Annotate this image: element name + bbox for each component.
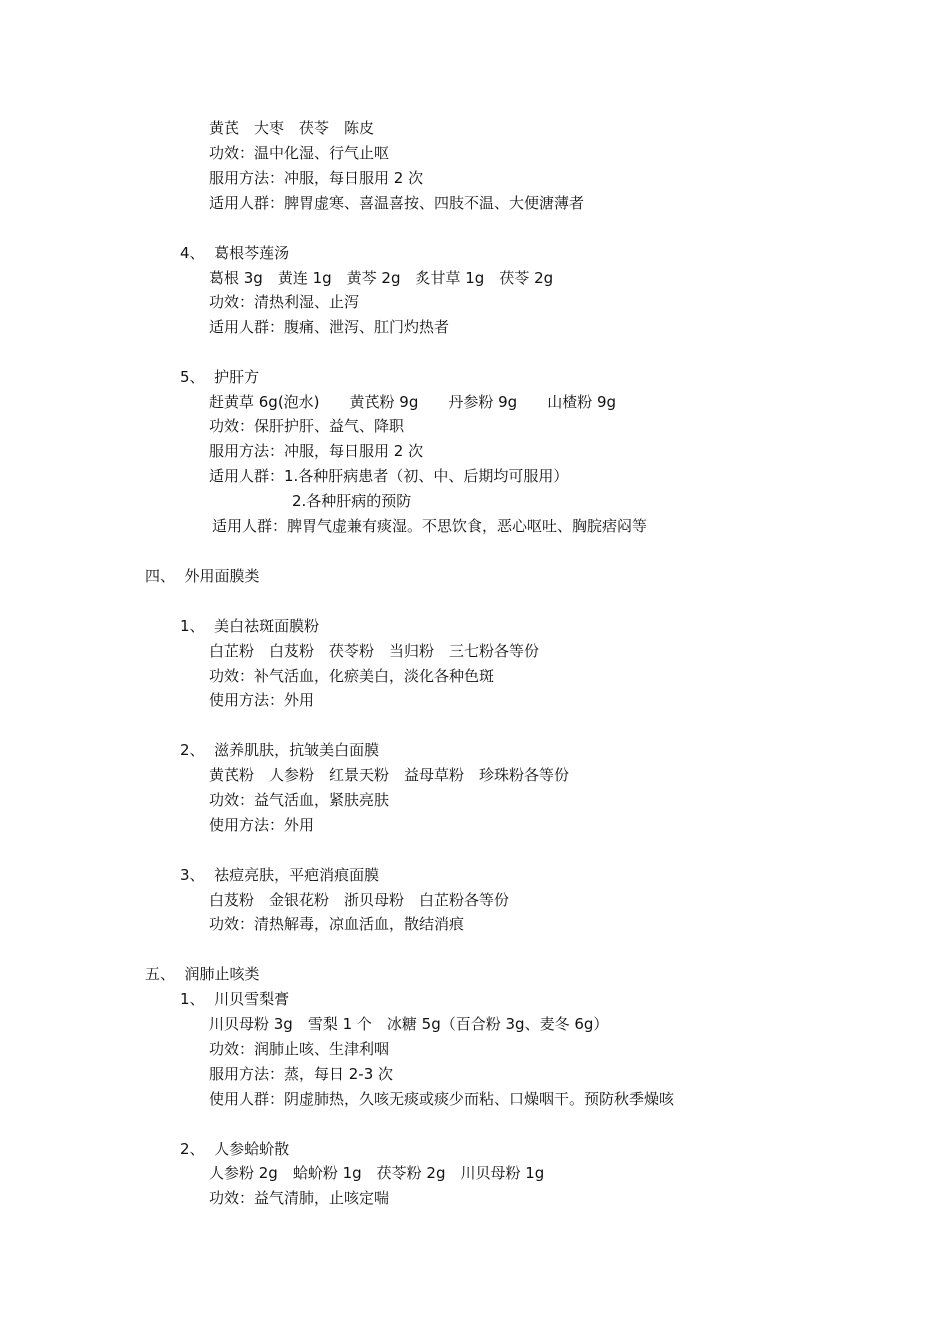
effect-line: 功效：清热利湿、止泻 — [209, 293, 360, 311]
ingredient-line: 黄芪粉 人参粉 红景天粉 益母草粉 珍珠粉各等份 — [209, 766, 570, 784]
ingredient-line: 白芨粉 金银花粉 浙贝母粉 白芷粉各等份 — [209, 891, 510, 909]
effect-line: 功效：益气活血，紧肤亮肤 — [209, 791, 390, 809]
effect-line: 功效：清热解毒，凉血活血，散结消痕 — [209, 915, 465, 933]
section-heading: 五、 润肺止咳类 — [145, 965, 260, 983]
recipe-heading: 2、 人参蛤蚧散 — [180, 1140, 290, 1158]
effect-line: 功效：保肝护肝、益气、降职 — [209, 417, 405, 435]
section-heading: 四、 外用面膜类 — [145, 567, 260, 585]
recipe-heading: 1、 川贝雪梨膏 — [180, 990, 290, 1008]
ingredient-line: 赶黄草 6g(泡水) 黄芪粉 9g 丹参粉 9g 山楂粉 9g — [209, 393, 617, 411]
usage-line: 服用方法：冲服，每日服用 2 次 — [209, 169, 424, 187]
effect-line: 功效：温中化湿、行气止呕 — [209, 144, 390, 162]
effect-line: 功效：益气清肺，止咳定喘 — [209, 1189, 390, 1207]
recipe-heading: 2、 滋养肌肤，抗皱美白面膜 — [180, 741, 380, 759]
usage-line: 使用方法：外用 — [209, 816, 315, 834]
target-group-line: 适用人群：脾胃气虚兼有痰湿。不思饮食，恶心呕吐、胸脘痞闷等 — [212, 517, 648, 535]
ingredient-line: 川贝母粉 3g 雪梨 1 个 冰糖 5g（百合粉 3g、麦冬 6g） — [209, 1015, 609, 1033]
ingredient-line: 白芷粉 白芨粉 茯苓粉 当归粉 三七粉各等份 — [209, 642, 540, 660]
target-group-line: 适用人群：脾胃虚寒、喜温喜按、四肢不温、大便溏薄者 — [209, 194, 585, 212]
target-group-continuation: 2.各种肝病的预防 — [292, 492, 412, 510]
usage-line: 服用方法：蒸，每日 2-3 次 — [209, 1065, 394, 1083]
usage-line: 服用方法：冲服，每日服用 2 次 — [209, 442, 424, 460]
target-group-line: 使用人群：阴虚肺热，久咳无痰或痰少而粘、口燥咽干。预防秋季燥咳 — [209, 1090, 675, 1108]
target-group-line: 适用人群：1.各种肝病患者（初、中、后期均可服用） — [209, 467, 569, 485]
ingredient-line: 黄芪 大枣 茯苓 陈皮 — [209, 119, 375, 137]
recipe-heading: 3、 祛痘亮肤，平疤消痕面膜 — [180, 866, 380, 884]
effect-line: 功效：补气活血，化瘀美白，淡化各种色斑 — [209, 667, 495, 685]
recipe-heading: 4、 葛根芩莲汤 — [180, 244, 290, 262]
recipe-heading: 1、 美白祛斑面膜粉 — [180, 617, 320, 635]
effect-line: 功效：润肺止咳、生津利咽 — [209, 1040, 390, 1058]
recipe-heading: 5、 护肝方 — [180, 368, 260, 386]
target-group-line: 适用人群：腹痛、泄泻、肛门灼热者 — [209, 318, 450, 336]
ingredient-line: 人参粉 2g 蛤蚧粉 1g 茯苓粉 2g 川贝母粉 1g — [209, 1164, 545, 1182]
usage-line: 使用方法：外用 — [209, 691, 315, 709]
ingredient-line: 葛根 3g 黄连 1g 黄芩 2g 炙甘草 1g 茯苓 2g — [209, 269, 554, 287]
